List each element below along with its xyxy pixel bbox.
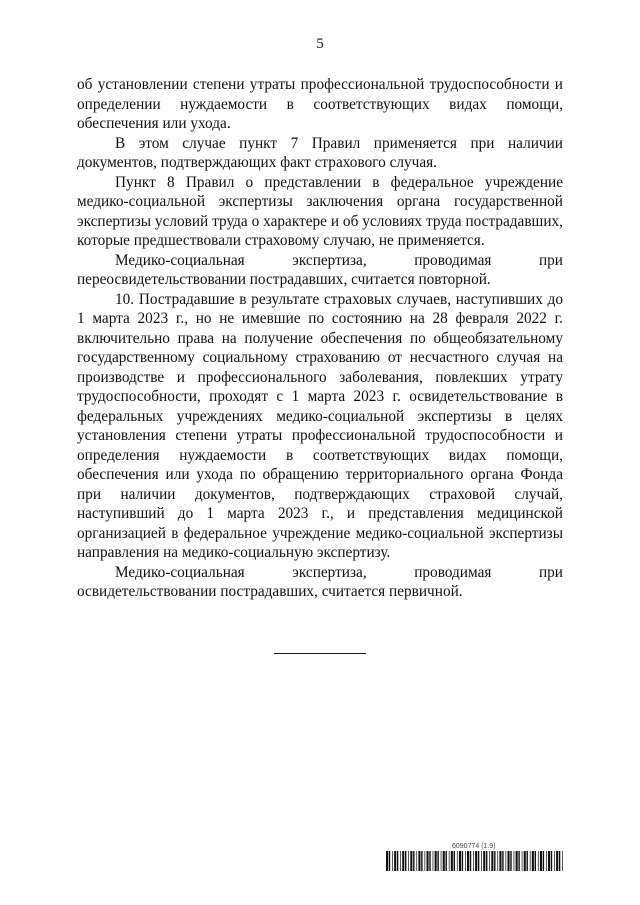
paragraph: Пункт 8 Правил о представлении в федеральное учреждение медико-социальной экспертизы заключения органа государственной экспертизы условий труда о характере и об условиях труда пострадавших, которые предшествовали страховому случаю, не применяется. bbox=[77, 173, 563, 249]
page-number: 5 bbox=[316, 36, 324, 52]
paragraph: 10. Пострадавшие в результате страховых случаев, наступивших до 1 марта 2023 г., но не имевшие по состоянию на 28 февраля 2022 г. включительно права на получение обеспечения по общеобязательному государственному социальному страхованию от несчастного случая на производстве и профессионального заболевания, повлекших утрату трудоспособности, проходят с 1 марта 2023 г. освидетельствование в федеральных учреждениях медико-социальной экспертизы в целях установления степени утраты профессиональной трудоспособности и определения нуждаемости в соответствующих видах помощи, обеспечения или ухода по обращению территориального органа Фонда при наличии документов, подтверждающих страховой случай, наступивший до 1 марта 2023 г., и представления медицинской организацией в федеральное учреждение медико-социальной экспертизы направления на медико-социальную экспертизу. bbox=[77, 290, 563, 561]
paragraph: В этом случае пункт 7 Правил применяется при наличии документов, подтверждающих факт страхового случая. bbox=[77, 134, 563, 171]
end-rule bbox=[274, 653, 366, 654]
paragraph: Медико-социальная экспертиза, проводимая при переосвидетельствовании пострадавших, считается повторной. bbox=[77, 251, 563, 288]
paragraph: Медико-социальная экспертиза, проводимая при освидетельствовании пострадавших, считается первичной. bbox=[77, 563, 563, 600]
document-body bbox=[77, 75, 563, 602]
document-code: 6090774 (1.9) bbox=[452, 843, 496, 850]
barcode-icon bbox=[386, 851, 564, 871]
paragraph: об установлении степени утраты профессиональной трудоспособности и определении нуждаемости в соответствующих видах помощи, обеспечения или ухода. bbox=[77, 76, 563, 132]
